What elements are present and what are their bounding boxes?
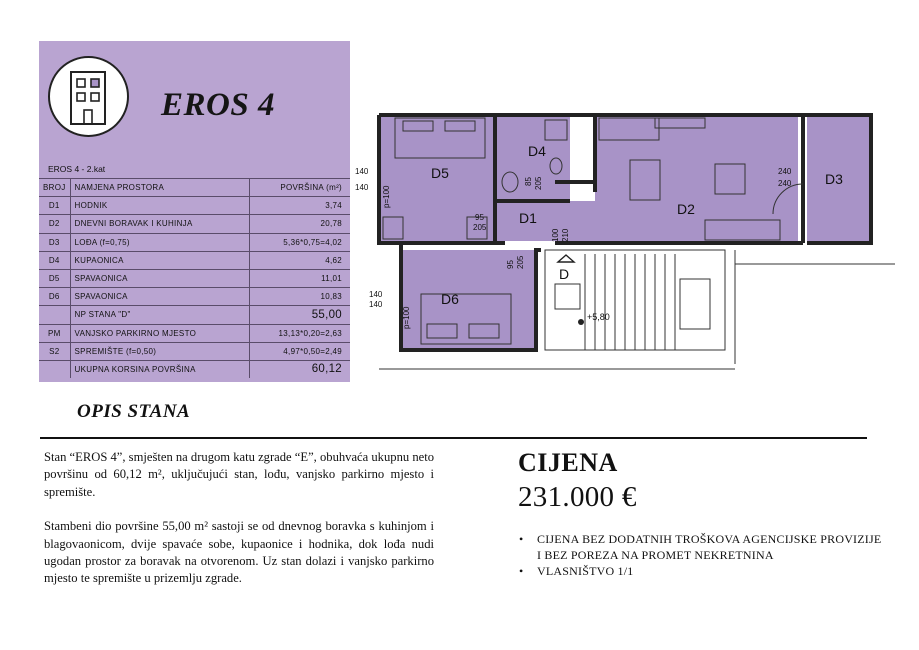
floor-label: EROS 4 - 2.kat (48, 164, 106, 174)
row-name: HODNIK (70, 197, 249, 215)
info-panel (39, 41, 350, 382)
row-area: 5,36*0,75=4,02 (249, 233, 350, 251)
label-d5: D5 (431, 165, 449, 181)
np-total-row (39, 306, 350, 324)
table-row (39, 233, 350, 251)
price-notes (517, 531, 887, 579)
dim-d5-left-a: 140 (355, 167, 369, 176)
dim-entry-door-a: 100 (551, 228, 560, 242)
row-name: KUPAONICA (70, 251, 249, 269)
row-name: SPAVAONICA (70, 269, 249, 287)
building-name: EROS 4 (161, 87, 275, 123)
dim-d6-door-b: 205 (516, 255, 525, 269)
row-name: LOĐA (f=0,75) (70, 233, 249, 251)
dim-d6-left-a: 140 (369, 290, 383, 299)
dim-d6-door-a: 95 (506, 260, 515, 269)
row-name: SPREMIŠTE (f=0,50) (70, 342, 249, 360)
row-area: 4,62 (249, 251, 350, 269)
dim-d5-door-b: 205 (473, 223, 487, 232)
row-area: 11,01 (249, 269, 350, 287)
dim-d5-left-b: 140 (355, 183, 369, 192)
label-d3: D3 (825, 171, 843, 187)
row-code: PM (39, 324, 70, 342)
dim-d6-left-b: 140 (369, 300, 383, 309)
row-name: SPAVAONICA (70, 288, 249, 306)
table-header (39, 179, 350, 197)
entrance-label: D (559, 266, 570, 282)
grand-total-label: UKUPNA KORSINA POVRŠINA (70, 360, 249, 378)
description-paragraph: Stambeni dio površine 55,00 m² sastoji se od dnevnog boravka s kuhinjom i blagovaonicom, dvije spavaće sobe, kupaonice i hodnika, dok lođa nudi ugodan prostor za boravak na otvorenom. Uz stan dolazi i vanjsko parkirno mjesto te spremište u prizemlju zgrade. (44, 519, 434, 586)
description-text (44, 449, 434, 605)
elevation-label: +5,80 (587, 312, 610, 322)
row-area: 13,13*0,20=2,63 (249, 324, 350, 342)
price-note: • VLASNIŠTVO 1/1 (517, 563, 887, 579)
row-area: 3,74 (249, 197, 350, 215)
dim-entry-door-b: 210 (561, 228, 570, 242)
row-code: D3 (39, 233, 70, 251)
np-total-value: 55,00 (249, 306, 350, 324)
grand-total-value: 60,12 (249, 360, 350, 378)
row-area: 20,78 (249, 215, 350, 233)
row-code: S2 (39, 342, 70, 360)
dim-d5-door-a: 95 (475, 213, 484, 222)
dim-d4-door-a: 85 (524, 177, 533, 186)
dim-d6-window: p=100 (402, 306, 411, 329)
room-d2 (595, 117, 798, 241)
entrance-arrow-icon (558, 255, 574, 262)
elevation-marker-icon (578, 319, 584, 325)
row-area: 10,83 (249, 288, 350, 306)
description-title: OPIS STANA (77, 401, 191, 422)
price-label: CIJENA (518, 448, 618, 477)
row-code: D2 (39, 215, 70, 233)
header-area: POVRŠINA (m²) (249, 179, 350, 197)
price-note: • CIJENA BEZ DODATNIH TROŠKOVA AGENCIJSKE PROVIZIJE I BEZ POREZA NA PROMET NEKRETNINA (517, 531, 887, 563)
row-name: VANJSKO PARKIRNO MJESTO (70, 324, 249, 342)
label-d4: D4 (528, 143, 546, 159)
table-row (39, 342, 350, 360)
row-code: D1 (39, 197, 70, 215)
table-row (39, 215, 350, 233)
header-code: BROJ (39, 179, 70, 197)
row-name: DNEVNI BORAVAK I KUHINJA (70, 215, 249, 233)
header-name: NAMJENA PROSTORA (70, 179, 249, 197)
description-paragraph: Stan “EROS 4”, smješten na drugom katu zgrade “E”, obuhvaća ukupnu neto površinu od 60,12 m², uključujući stan, lođu, vanjsko parkirno mjesto i spremište. (44, 450, 434, 499)
price-value: 231.000 € (518, 481, 637, 513)
table-row (39, 324, 350, 342)
dim-d3-door-a: 240 (778, 167, 792, 176)
table-row (39, 197, 350, 215)
table-row (39, 251, 350, 269)
np-total-code (39, 306, 70, 324)
area-table (39, 178, 350, 378)
room-d1 (497, 201, 595, 241)
label-d2: D2 (677, 201, 695, 217)
label-d1: D1 (519, 210, 537, 226)
row-code: D4 (39, 251, 70, 269)
table-row (39, 288, 350, 306)
row-code: D5 (39, 269, 70, 287)
grand-total-row (39, 360, 350, 378)
dim-d3-door-b: 240 (778, 179, 792, 188)
label-d6: D6 (441, 291, 459, 307)
dim-d5-window: p=100 (382, 185, 391, 208)
divider (40, 437, 867, 439)
building-icon (48, 56, 129, 137)
floor-plan (355, 104, 895, 384)
dim-d4-door-b: 205 (534, 176, 543, 190)
np-total-label: NP STANA "D" (70, 306, 249, 324)
row-code: D6 (39, 288, 70, 306)
row-area: 4,97*0,50=2,49 (249, 342, 350, 360)
grand-total-code (39, 360, 70, 378)
table-row (39, 269, 350, 287)
